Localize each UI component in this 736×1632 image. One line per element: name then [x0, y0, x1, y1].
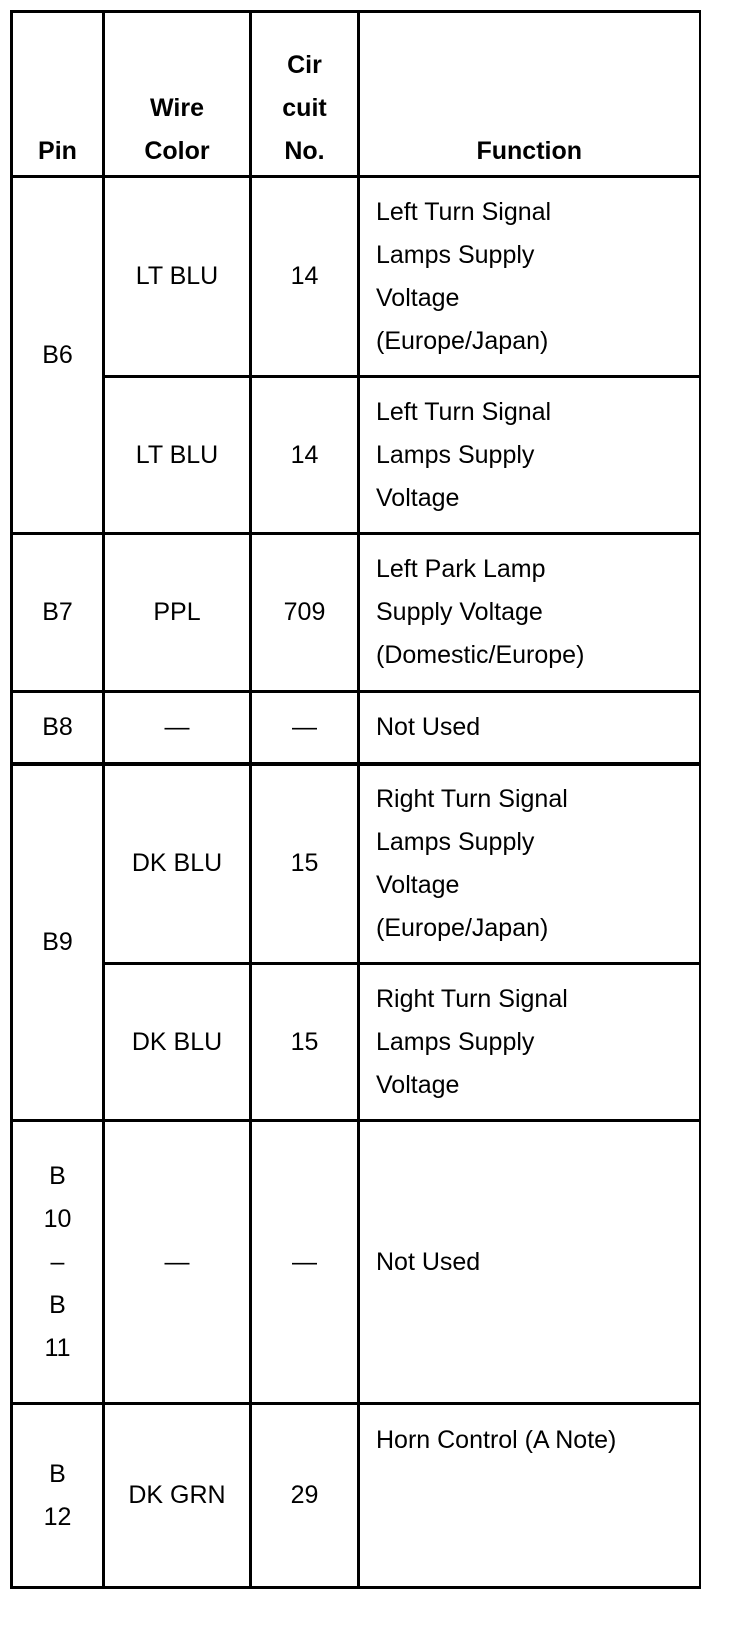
pin-cell: B6	[12, 177, 104, 534]
function-cell: Right Turn Signal Lamps Supply Voltage (Europe/Japan)	[359, 764, 700, 964]
header-circuit-no: Cir cuit No.	[251, 12, 359, 177]
table-row	[12, 964, 700, 1121]
circuit-no-cell: 29	[251, 1404, 359, 1588]
function-cell: Left Turn Signal Lamps Supply Voltage (Europe/Japan)	[359, 177, 700, 377]
header-wire-color: Wire Color	[104, 12, 251, 177]
table-row	[12, 1121, 700, 1404]
wire-color-cell: DK BLU	[104, 964, 251, 1121]
connector-pinout-table-wrapper	[10, 10, 701, 1589]
table-header-row	[12, 12, 700, 177]
table-row	[12, 1404, 700, 1588]
circuit-no-cell: 15	[251, 764, 359, 964]
wire-color-cell: DK BLU	[104, 764, 251, 964]
wire-color-cell: —	[104, 1121, 251, 1404]
circuit-no-cell: 14	[251, 177, 359, 377]
pin-cell: B 12	[12, 1404, 104, 1588]
function-cell: Horn Control (A Note)	[359, 1404, 700, 1588]
circuit-no-cell: —	[251, 1121, 359, 1404]
table-row	[12, 177, 700, 377]
function-cell: Not Used	[359, 692, 700, 764]
wire-color-cell: —	[104, 692, 251, 764]
circuit-no-cell: 709	[251, 534, 359, 692]
table-row	[12, 377, 700, 534]
table-row	[12, 534, 700, 692]
pin-cell: B9	[12, 764, 104, 1121]
table-row	[12, 764, 700, 964]
function-cell: Left Park Lamp Supply Voltage (Domestic/Europe)	[359, 534, 700, 692]
connector-pinout-table	[10, 10, 701, 1589]
pin-cell: B7	[12, 534, 104, 692]
function-cell: Not Used	[359, 1121, 700, 1404]
pin-cell: B8	[12, 692, 104, 764]
wire-color-cell: LT BLU	[104, 177, 251, 377]
circuit-no-cell: —	[251, 692, 359, 764]
circuit-no-cell: 15	[251, 964, 359, 1121]
header-function: Function	[359, 12, 700, 177]
wire-color-cell: PPL	[104, 534, 251, 692]
circuit-no-cell: 14	[251, 377, 359, 534]
function-cell: Right Turn Signal Lamps Supply Voltage	[359, 964, 700, 1121]
header-pin: Pin	[12, 12, 104, 177]
pin-cell: B 10 – B 11	[12, 1121, 104, 1404]
table-row	[12, 692, 700, 764]
wire-color-cell: DK GRN	[104, 1404, 251, 1588]
wire-color-cell: LT BLU	[104, 377, 251, 534]
function-cell: Left Turn Signal Lamps Supply Voltage	[359, 377, 700, 534]
